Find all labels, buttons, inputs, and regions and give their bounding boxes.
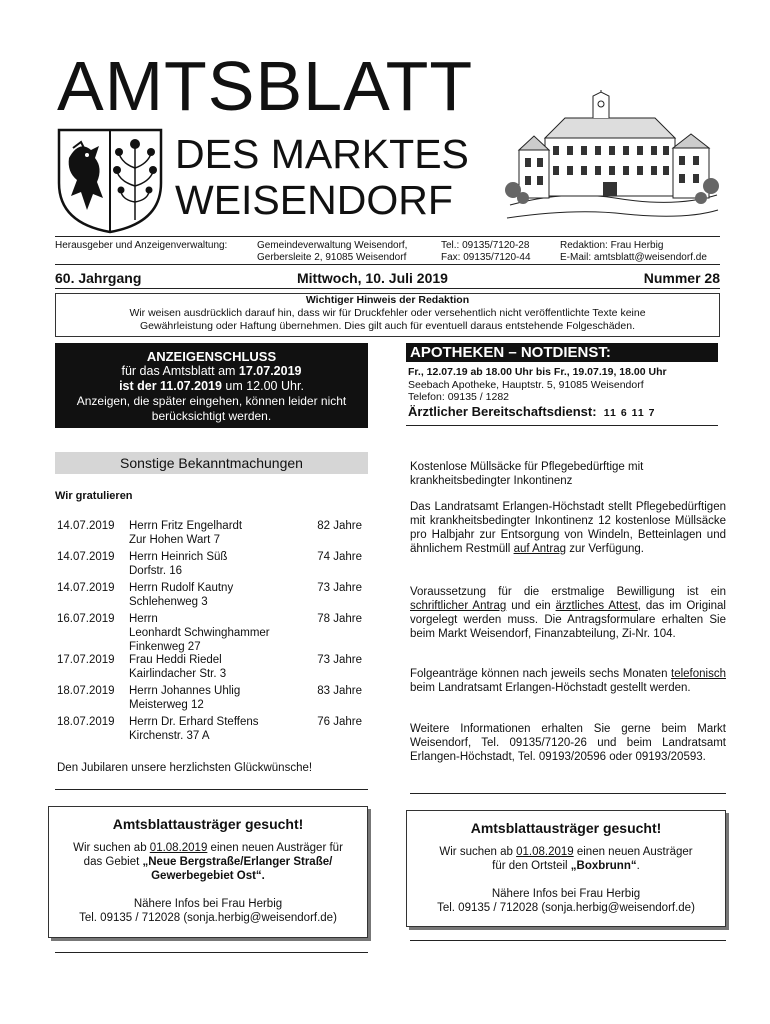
bags-paragraph-3: Folgeanträge können nach jeweils sechs Monaten telefonisch beim Landratsamt Erlangen-Höchstadt gestellt werden.	[410, 668, 726, 694]
carrier-wanted-line2: für den Ortsteil „Boxbrunn“.	[492, 860, 640, 872]
coat-of-arms-icon	[57, 128, 163, 234]
doctor-service: Ärztlicher Bereitschaftsdienst: 11 6 11 7	[408, 403, 656, 419]
carrier-wanted-box-left	[48, 806, 368, 938]
carrier-wanted-line3: Gewerbegebiet Ost“.	[151, 870, 265, 882]
masthead-line2: WEISENDORF	[175, 177, 453, 223]
editorial-notice	[55, 293, 720, 337]
issue-volume: 60. Jahrgang	[55, 270, 142, 286]
carrier-wanted-title: Amtsblattausträger gesucht!	[112, 816, 304, 832]
ad-deadline-line4: berücksichtigt werden.	[151, 409, 272, 423]
carrier-wanted-title: Amtsblattausträger gesucht!	[470, 820, 662, 836]
carrier-wanted-line2: das Gebiet „Neue Bergstraße/Erlanger Straße/	[83, 856, 333, 868]
notice-line2: Gewährleistung oder Haftung übernehmen. Dies gilt auch für eventuell daraus entstehende Folgeschäden.	[140, 320, 635, 332]
issue-number: Nummer 28	[643, 270, 720, 286]
header-rule	[55, 236, 720, 237]
pharmacy-rule	[406, 425, 718, 426]
bags-paragraph-2: Voraussetzung für die erstmalige Bewilligung ist ein schriftlicher Antrag und ein ärztliches Attest, das im Original vorgelegt werden muss. Die Antragsformulare erhalten Sie beim Markt Weisendorf, Finanzabteilung, Zi-Nr. 104.	[410, 586, 726, 640]
carrier-wanted-box-right	[406, 810, 726, 927]
issue-date: Mittwoch, 10. Juli 2019	[297, 270, 448, 286]
publisher-phone: Tel.: 09135/7120-28 Fax: 09135/7120-44	[441, 240, 531, 263]
ad-deadline-box	[55, 343, 368, 428]
carrier-wanted-line1: Wir suchen ab 01.08.2019 einen neuen Austräger	[439, 846, 693, 858]
pharmacy-title: APOTHEKEN – NOTDIENST:	[406, 343, 718, 362]
ad-deadline-line2: ist der 11.07.2019 um 12.00 Uhr.	[119, 379, 304, 393]
pharmacy-phone: Telefon: 09135 / 1282	[408, 391, 510, 403]
bags-paragraph-4: Weitere Informationen erhalten Sie gerne beim Markt Weisendorf, Tel. 09135/7120-26 und beim Landratsamt Erlangen-Höchstadt, Tel. 09193/20596 oder 09193/20593.	[410, 723, 726, 763]
left-bottom-rule	[55, 952, 368, 953]
ad-deadline-line1: für das Amtsblatt am 17.07.2019	[121, 364, 302, 378]
notice-line1: Wir weisen ausdrücklich darauf hin, dass wir für Druckfehler oder versehentlich nicht veröffentlichte Texte keine	[129, 307, 646, 319]
publisher-label: Herausgeber und Anzeigenverwaltung:	[55, 240, 228, 251]
issue-rule-top	[55, 264, 720, 265]
notice-title: Wichtiger Hinweis der Redaktion	[305, 294, 470, 306]
carrier-wanted-contact: Nähere Infos bei Frau Herbig	[491, 888, 641, 900]
masthead-line1: DES MARKTES	[175, 131, 469, 177]
bags-title: Kostenlose Müllsäcke für Pflegebedürftige mit krankheitsbedingter Inkontinenz	[410, 461, 644, 487]
carrier-wanted-phone: Tel. 09135 / 712028 (sonja.herbig@weisendorf.de)	[437, 902, 695, 914]
issue-rule-bottom	[55, 288, 720, 289]
right-rule	[410, 793, 726, 794]
pharmacy-period: Fr., 12.07.19 ab 18.00 Uhr bis Fr., 19.07.19, 18.00 Uhr	[408, 366, 667, 378]
congratulations-closing: Den Jubilaren unsere herzlichsten Glückwünsche!	[57, 762, 313, 774]
pharmacy-info	[408, 366, 718, 419]
ad-deadline-title: ANZEIGENSCHLUSS	[146, 349, 277, 364]
congratulations-heading: Wir gratulieren	[55, 490, 133, 502]
ad-deadline-line3: Anzeigen, die später eingehen, können leider nicht	[76, 394, 347, 408]
masthead-title: AMTSBLATT	[57, 47, 474, 125]
left-rule	[55, 789, 368, 790]
announcements-title: Sonstige Bekanntmachungen	[55, 452, 368, 474]
right-bottom-rule	[410, 940, 726, 941]
publisher-address: Gemeindeverwaltung Weisendorf, Gerbersleite 2, 91085 Weisendorf	[257, 240, 408, 263]
carrier-wanted-line1: Wir suchen ab 01.08.2019 einen neuen Austräger für	[73, 842, 343, 854]
carrier-wanted-contact: Nähere Infos bei Frau Herbig	[133, 898, 283, 910]
carrier-wanted-phone: Tel. 09135 / 712028 (sonja.herbig@weisendorf.de)	[79, 912, 337, 924]
pharmacy-name: Seebach Apotheke, Hauptstr. 5, 91085 Weisendorf	[408, 378, 644, 391]
bags-paragraph-1: Das Landratsamt Erlangen-Höchstadt stellt Pflegebedürftigen mit krankheitsbedingter Inkontinenz 12 kostenlose Müllsäcke pro Halbjahr zur Entsorgung von Windeln, Betteinlagen und ähnlichem Restmüll auf Antrag zur Verfügung.	[410, 501, 726, 555]
publisher-editor: Redaktion: Frau Herbig E-Mail: amtsblatt@weisendorf.de	[560, 240, 707, 263]
castle-illustration-icon	[505, 90, 720, 225]
